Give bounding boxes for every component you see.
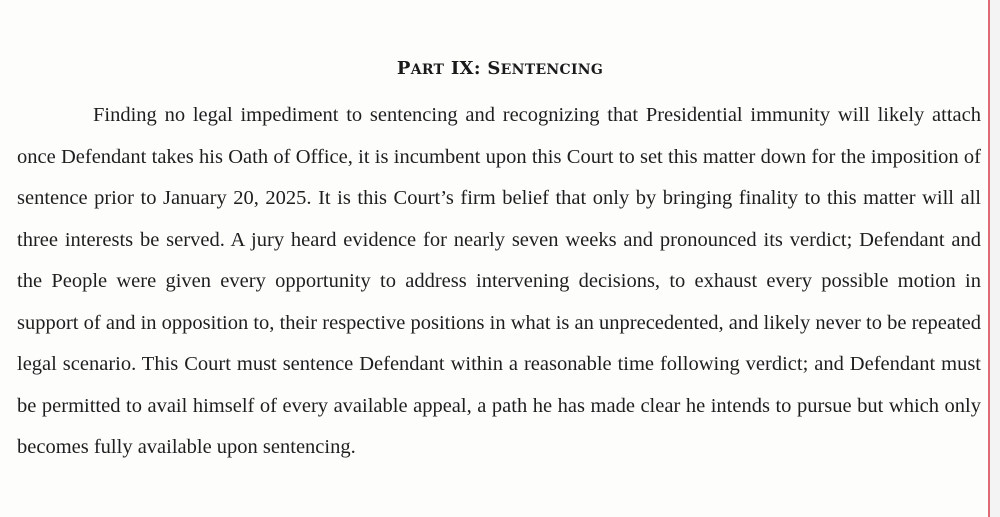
heading-smallcaps-art: ART — [410, 62, 445, 78]
page-edge — [990, 0, 1000, 517]
section-heading — [0, 58, 1000, 79]
body-paragraph: Finding no legal impediment to sentencing and recognizing that Presidential immunity will likely attach once Defendant takes his Oath of Office, it is incumbent upon this Court to set this matter down for the imposition of sentence prior to January 20, 2025. It is this Court’s firm belief that only by bringing finality to this matter will all three interests be served. A jury heard evidence for nearly seven weeks and pronounced its verdict; Defendant and the People were given every opportunity to address intervening decisions, to exhaust every possible motion in support of and in opposition to, their respective positions in what is an unprecedented, and likely never to be repeated legal scenario. This Court must sentence Defendant within a reasonable time following verdict; and Defendant must be permitted to avail himself of every available appeal, a path he has made clear he intends to pursue but which only becomes fully available upon sentencing. — [17, 104, 981, 458]
heading-smallcaps-entencing: ENTENCING — [500, 62, 604, 78]
heading-initial-p: P — [396, 58, 411, 79]
heading-numeral: IX: — [444, 58, 488, 79]
heading-initial-s: S — [487, 58, 501, 79]
